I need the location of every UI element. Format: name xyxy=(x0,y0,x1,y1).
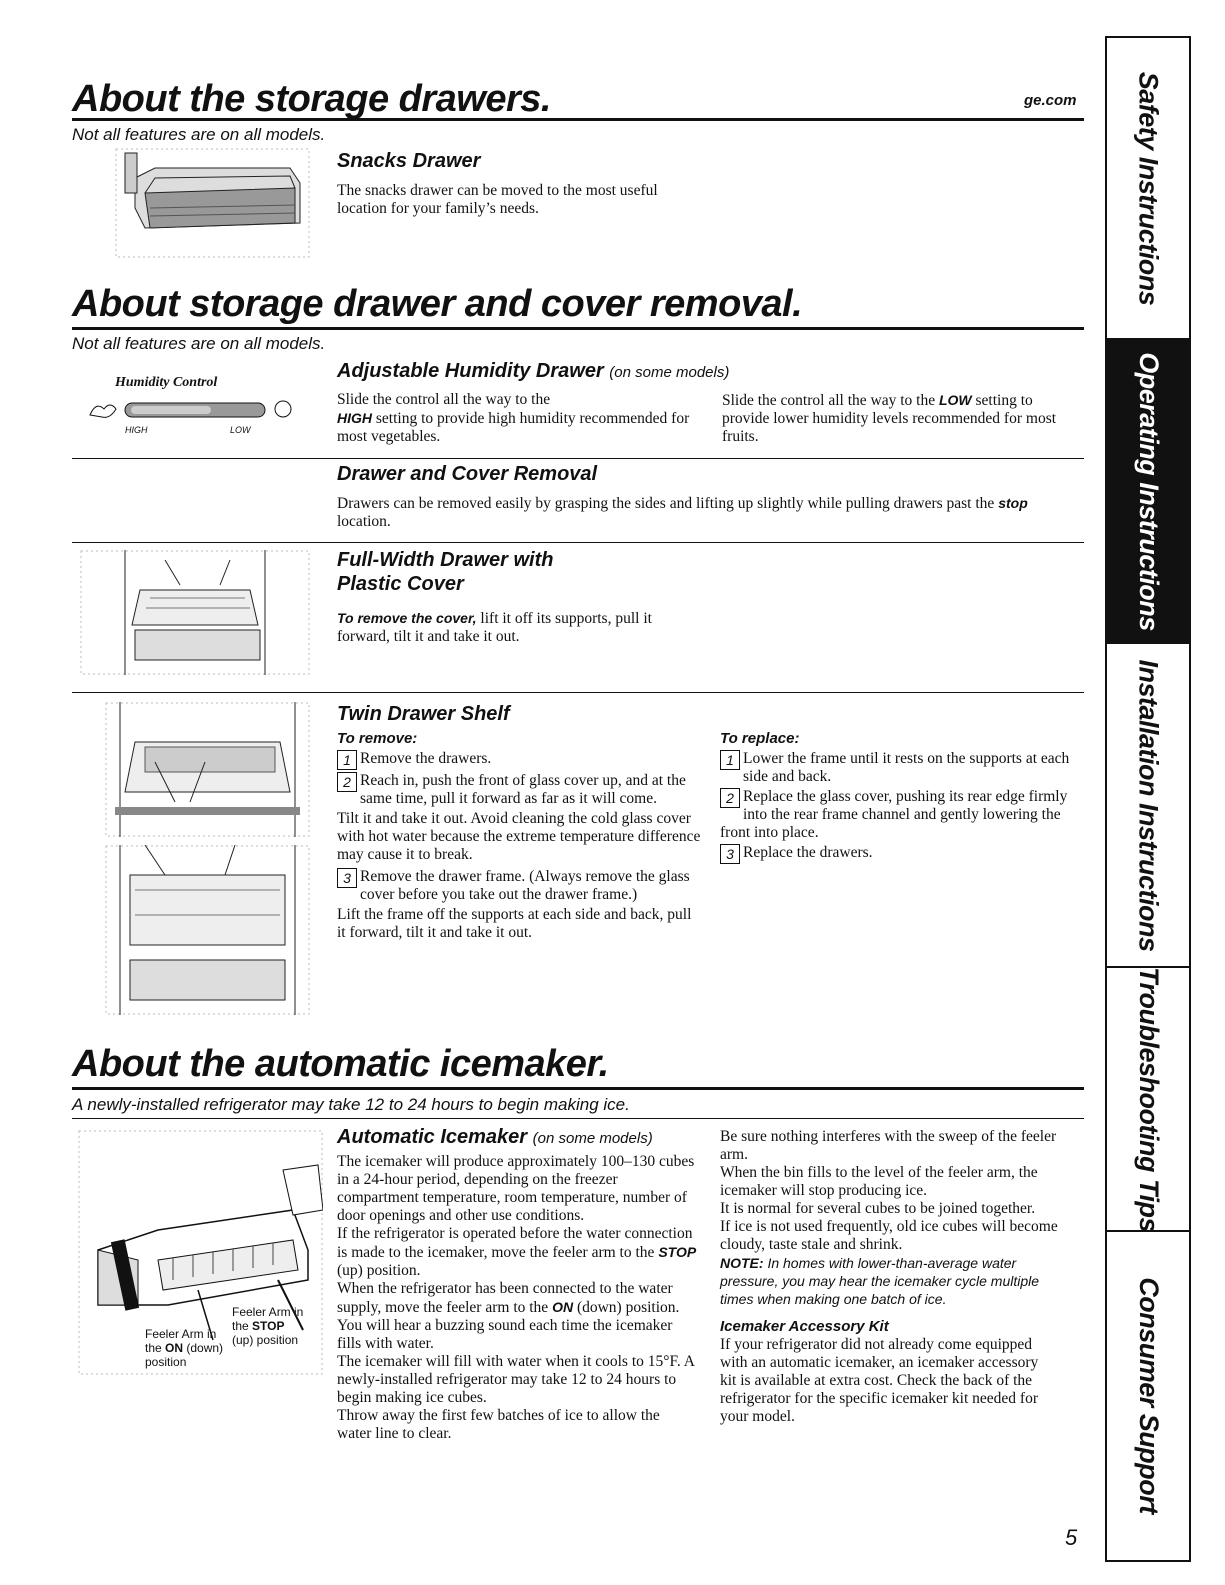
icemaker-r2: When the bin fills to the level of the feeler arm, the icemaker will stop producing ice. xyxy=(720,1164,1038,1199)
icemaker-r3: It is normal for several cubes to be joined together. xyxy=(720,1200,1036,1217)
humidity-heading xyxy=(337,360,729,384)
icemaker-p1: The icemaker will produce approximately 100–130 cubes in a 24-hour period, depending on the freezer compartment temperature, room temperature, number of door openings and other use conditions. xyxy=(337,1153,695,1224)
icemaker-kit-body: If your refrigerator did not already come equipped with an automatic icemaker, an icemaker accessory kit is available at extra cost. Check the back of the refrigerator for the specific icemaker kit needed for your model. xyxy=(720,1336,1039,1425)
icemaker-note xyxy=(720,1254,1065,1308)
tab-label: Operating Instructions xyxy=(1133,351,1164,631)
text: (down) position. xyxy=(576,1299,680,1316)
humidity-illus-high: HIGH xyxy=(125,425,148,435)
icemaker-heading-text: Automatic Icemaker xyxy=(337,1126,528,1148)
section-rule xyxy=(72,118,1084,121)
humidity-high-rest: setting to provide high humidity recommended for most vegetables. xyxy=(337,410,690,445)
tab-installation-instructions[interactable] xyxy=(1107,644,1189,968)
full-width-body xyxy=(337,609,697,646)
humidity-illus-title: Humidity Control xyxy=(115,375,218,390)
humidity-illus-low: LOW xyxy=(230,425,251,435)
icemaker-p2 xyxy=(337,1225,697,1280)
section-subtitle: Not all features are on all models. xyxy=(72,334,326,353)
step-number: 1 xyxy=(720,750,740,770)
icemaker-kit-heading: Icemaker Accessory Kit xyxy=(720,1318,889,1335)
humidity-heading-text: Adjustable Humidity Drawer xyxy=(337,360,604,382)
icemaker-heading xyxy=(337,1126,653,1150)
label-feeler-on xyxy=(145,1327,235,1369)
twin-remove-end: Lift the frame off the supports at each side and back, pull it forward, tilt it and take it out. xyxy=(337,906,692,941)
twin-remove-step-2 xyxy=(337,772,702,808)
snacks-heading: Snacks Drawer xyxy=(337,150,481,172)
tab-operating-instructions[interactable] xyxy=(1107,340,1189,644)
tab-troubleshooting-tips[interactable] xyxy=(1107,968,1189,1232)
icemaker-left-column xyxy=(337,1153,697,1443)
divider xyxy=(72,1118,1084,1119)
step-text: Remove the drawer frame. (Always remove the glass cover before you take out the drawer frame.) xyxy=(360,868,690,903)
tab-consumer-support[interactable] xyxy=(1107,1232,1189,1558)
twin-replace-step-3 xyxy=(720,844,1085,864)
section-title-icemaker: About the automatic icemaker. xyxy=(72,1043,609,1085)
section-subtitle: A newly-installed refrigerator may take 12 to 24 hours to begin making ice. xyxy=(72,1095,630,1114)
drawer-removal-pre: Drawers can be removed easily by grasping the sides and lifting up slightly while pulling drawers past the xyxy=(337,495,995,512)
step-text: Replace the glass cover, pushing its rear edge firmly into the rear frame channel and gently lowering the front into place. xyxy=(720,788,1068,841)
section-tabs xyxy=(1105,36,1191,1562)
icemaker-p6: Throw away the first few batches of ice to allow the water line to clear. xyxy=(337,1407,660,1442)
icemaker-heading-note: (on some models) xyxy=(532,1130,653,1147)
full-width-heading-2: Plastic Cover xyxy=(337,572,464,595)
page-number: 5 xyxy=(1065,1525,1078,1550)
twin-replace-column xyxy=(720,730,1085,866)
icemaker-p4: You will hear a buzzing sound each time the icemaker fills with water. xyxy=(337,1317,673,1352)
humidity-control-illustration xyxy=(85,365,300,445)
full-width-drawer-illustration xyxy=(80,550,310,675)
label-text: position xyxy=(145,1355,187,1369)
twin-remove-step-3 xyxy=(337,868,702,904)
label-text: the xyxy=(145,1341,162,1355)
label-text: (up) position xyxy=(232,1333,299,1347)
label-text: (down) xyxy=(186,1341,224,1355)
step-text: Replace the drawers. xyxy=(743,844,873,861)
twin-replace-step-2 xyxy=(720,788,1085,842)
section-subtitle: Not all features are on all models. xyxy=(72,125,326,144)
twin-drawer-remove-frame-illustration xyxy=(105,845,310,1015)
icemaker-right-column xyxy=(720,1128,1065,1426)
snacks-body: The snacks drawer can be moved to the most useful location for your family’s needs. xyxy=(337,182,658,217)
note-label: NOTE: xyxy=(720,1255,764,1271)
twin-remove-column xyxy=(337,730,702,942)
step-number: 3 xyxy=(720,844,740,864)
icemaker-p5: The icemaker will fill with water when it cools to 15°F. A newly-installed refrigerator may take 12 to 24 hours to begin making ice cubes. xyxy=(337,1353,695,1406)
tab-safety-instructions[interactable] xyxy=(1107,38,1189,340)
section-title-cover-removal: About storage drawer and cover removal. xyxy=(72,283,803,325)
twin-remove-label: To remove: xyxy=(337,730,418,747)
icemaker-r1: Be sure nothing interferes with the sweep of the feeler arm. xyxy=(720,1128,1057,1163)
label-text: the xyxy=(232,1319,249,1333)
label-feeler-stop xyxy=(232,1305,327,1347)
twin-replace-step-1 xyxy=(720,750,1085,786)
drawer-removal-heading: Drawer and Cover Removal xyxy=(337,463,598,485)
snacks-drawer-illustration xyxy=(115,148,310,258)
drawer-removal-strong: stop xyxy=(998,495,1028,511)
step-number: 1 xyxy=(337,750,357,770)
twin-remove-step-1 xyxy=(337,750,702,770)
text: (up) position. xyxy=(337,1262,421,1279)
full-width-lead: To remove the cover, xyxy=(337,610,477,626)
humidity-heading-note: (on some models) xyxy=(609,364,730,381)
label-text: Feeler Arm in xyxy=(145,1327,217,1341)
label-strong: ON xyxy=(165,1341,184,1355)
humidity-low-rest: setting to provide lower humidity levels recommended for most fruits. xyxy=(722,392,1057,445)
icemaker-r4: If ice is not used frequently, old ice cubes will become cloudy, taste stale and shrink. xyxy=(720,1218,1058,1253)
drawer-removal-body xyxy=(337,494,1077,531)
note-body: In homes with lower-than-average water pressure, you may hear the icemaker cycle multiple times when making one batch of ice. xyxy=(720,1255,1040,1307)
divider xyxy=(72,692,1084,693)
humidity-low-prefix: Slide the control all the way to the xyxy=(722,392,936,409)
section-rule xyxy=(72,327,1084,330)
step-text: Reach in, push the front of glass cover up, and at the same time, pull it forward as far as it will come. xyxy=(360,772,686,807)
text: When the refrigerator has been connected to the water supply, move the feeler arm to the xyxy=(337,1280,673,1316)
strong: STOP xyxy=(658,1244,697,1260)
label-text: Feeler Arm in xyxy=(232,1305,304,1319)
section-title-storage-drawers: About the storage drawers. xyxy=(72,78,551,120)
twin-remove-mid: Tilt it and take it out. Avoid cleaning the cold glass cover with hot water because the extreme temperature difference may cause it to break. xyxy=(337,810,701,863)
step-number: 2 xyxy=(720,788,740,808)
humidity-high-text xyxy=(337,391,697,446)
divider xyxy=(72,542,1084,543)
step-text: Lower the frame until it rests on the supports at each side and back. xyxy=(743,750,1070,785)
step-number: 3 xyxy=(337,868,357,888)
humidity-high-strong: HIGH xyxy=(337,410,372,426)
step-text: Remove the drawers. xyxy=(360,750,492,767)
text: If the refrigerator is operated before the water connection is made to the icemaker, move the feeler arm to the xyxy=(337,1225,693,1261)
strong: ON xyxy=(552,1299,574,1315)
tab-label: Troubleshooting Tips xyxy=(1133,966,1164,1232)
icemaker-p3 xyxy=(337,1280,697,1317)
twin-drawer-remove-glass-illustration xyxy=(105,702,310,837)
full-width-heading-1: Full-Width Drawer with xyxy=(337,549,554,571)
twin-replace-label: To replace: xyxy=(720,730,800,747)
label-strong: STOP xyxy=(252,1319,285,1333)
tab-label: Consumer Support xyxy=(1133,1276,1164,1514)
drawer-removal-post: location. xyxy=(337,513,391,530)
divider xyxy=(72,458,1084,459)
humidity-slider-icon xyxy=(85,395,300,423)
site-link[interactable]: ge.com xyxy=(1024,92,1077,109)
tab-label: Safety Instructions xyxy=(1133,71,1164,305)
full-width-heading xyxy=(337,549,553,596)
tab-label: Installation Instructions xyxy=(1133,658,1164,952)
full-width-text: lift it off its supports, pull it forward, tilt it and take it out. xyxy=(337,610,652,645)
twin-drawer-heading: Twin Drawer Shelf xyxy=(337,703,510,725)
humidity-low-strong: LOW xyxy=(938,392,972,408)
step-number: 2 xyxy=(337,772,357,792)
humidity-low-text xyxy=(722,391,1067,446)
section-rule xyxy=(72,1087,1084,1090)
humidity-high-prefix: Slide the control all the way to the xyxy=(337,391,551,408)
